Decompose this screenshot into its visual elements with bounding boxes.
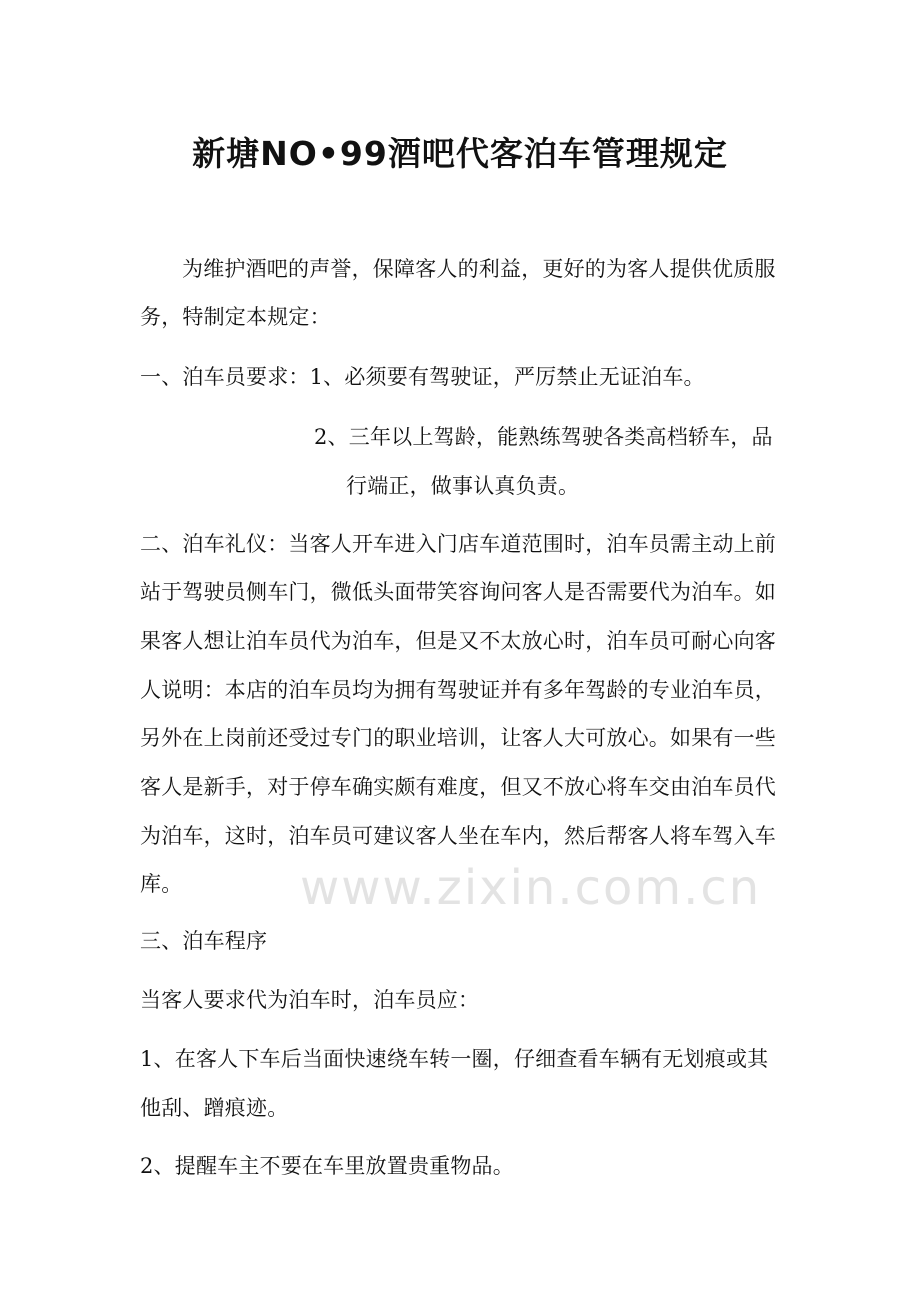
paragraph-line: 当客人要求代为泊车时，泊车员应： bbox=[140, 988, 480, 1012]
paragraph-line: 行端正，做事认真负责。 bbox=[346, 474, 580, 498]
paragraph-line: 一、泊车员要求：1、必须要有驾驶证，严厉禁止无证泊车。 bbox=[140, 365, 705, 389]
section-heading: 三、泊车程序 bbox=[140, 929, 268, 953]
paragraph-line: 为泊车，这时，泊车员可建议客人坐在车内，然后帮客人将车驾入车 bbox=[140, 824, 776, 848]
document-title: 新塘NO•99酒吧代客泊车管理规定 bbox=[192, 134, 728, 173]
paragraph-line: 1、在客人下车后当面快速绕车转一圈，仔细查看车辆有无划痕或其 bbox=[140, 1047, 769, 1071]
paragraph-line: 客人是新手，对于停车确实颇有难度，但又不放心将车交由泊车员代 bbox=[140, 775, 776, 799]
paragraph-line: 他刮、蹭痕迹。 bbox=[140, 1096, 289, 1120]
paragraph-line: 为维护酒吧的声誉，保障客人的利益，更好的为客人提供优质服 bbox=[182, 257, 776, 281]
paragraph-line: 另外在上岗前还受过专门的职业培训，让客人大可放心。如果有一些 bbox=[140, 726, 776, 750]
paragraph-line: 2、三年以上驾龄，能熟练驾驶各类高档轿车，品 bbox=[314, 425, 773, 449]
paragraph-line: 人说明：本店的泊车员均为拥有驾驶证并有多年驾龄的专业泊车员， bbox=[140, 678, 776, 702]
paragraph-line: 务，特制定本规定： bbox=[140, 305, 331, 329]
paragraph-line: 站于驾驶员侧车门，微低头面带笑容询问客人是否需要代为泊车。如 bbox=[140, 580, 776, 604]
paragraph-line: 果客人想让泊车员代为泊车，但是又不太放心时，泊车员可耐心向客 bbox=[140, 629, 776, 653]
paragraph-line: 库。 bbox=[140, 872, 183, 896]
paragraph-line: 2、提醒车主不要在车里放置贵重物品。 bbox=[140, 1154, 514, 1178]
paragraph-line: 二、泊车礼仪：当客人开车进入门店车道范围时，泊车员需主动上前 bbox=[140, 532, 776, 556]
watermark: www.zixin.com.cn bbox=[300, 860, 762, 916]
